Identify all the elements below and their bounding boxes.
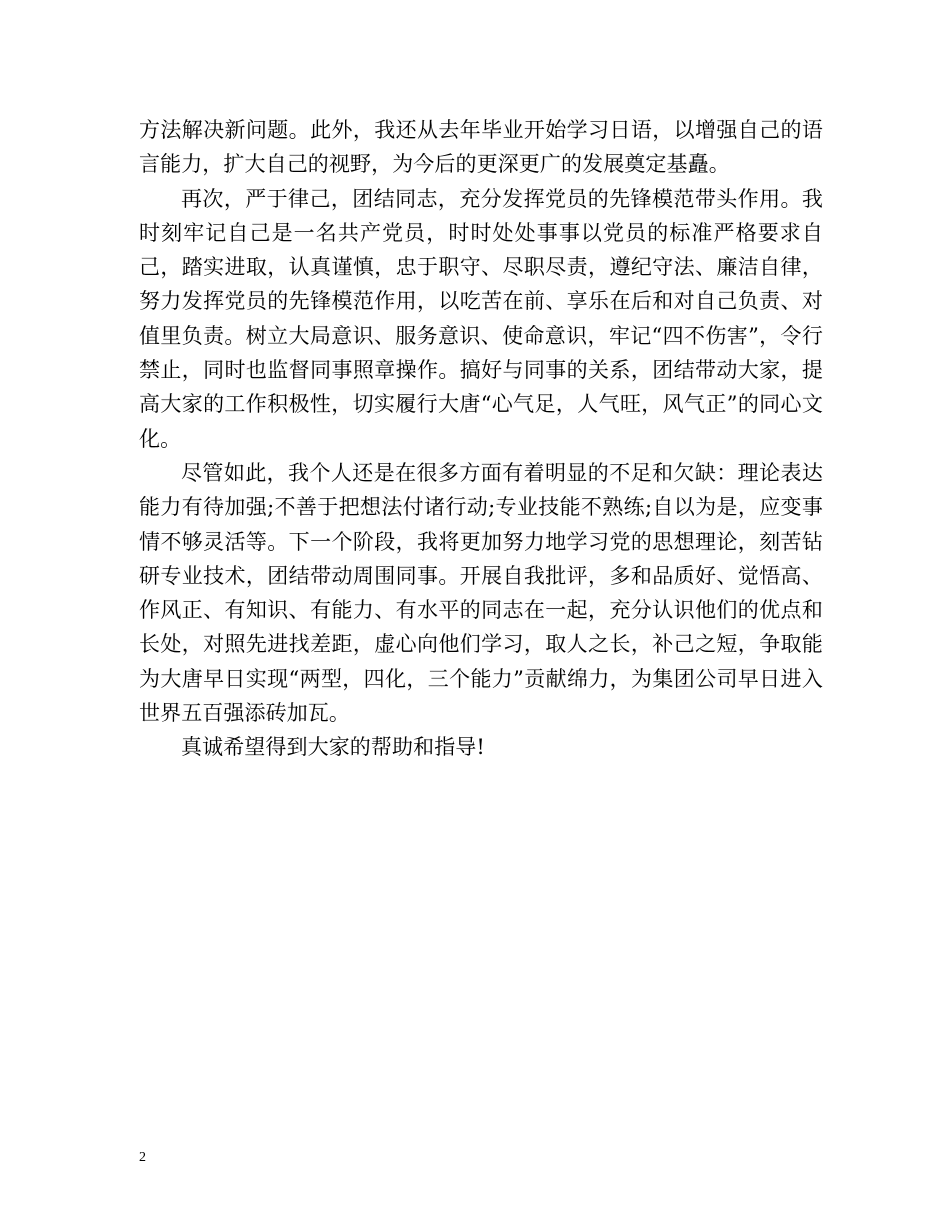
paragraph-4: 真诚希望得到大家的帮助和指导! — [181, 735, 485, 760]
paragraph-2: 再次，严于律己，团结同志，充分发挥党员的先锋模范带头作用。我时刻牢记自己是一名共产党员，时时处处事事以党员的标准严格要求自己，踏实进取，认真谨慎，忠于职守、尽职尽责，遵纪守法、廉洁自律，努力发挥党员的先锋模范作用，以吃苦在前、享乐在后和对自己负责、对值里负责。树立大局意识、服务意识、使命意识，牢记“四不伤害”，令行禁止，同时也监督同事照章操作。搞好与同事的关系，团结带动大家，提高大家的工作积极性，切实履行大唐“心气足，人气旺，风气正”的同心文化。 — [139, 186, 823, 451]
document-body — [139, 113, 823, 765]
page-number: 2 — [139, 1150, 146, 1165]
paragraph-1: 方法解决新问题。此外，我还从去年毕业开始学习日语，以增强自己的语言能力，扩大自己的视野，为今后的更深更广的发展奠定基矗。 — [139, 118, 823, 177]
paragraph-3: 尽管如此，我个人还是在很多方面有着明显的不足和欠缺：理论表达能力有待加强;不善于把想法付诸行动;专业技能不熟练;自以为是，应变事情不够灵活等。下一个阶段，我将更加努力地学习党的思想理论，刻苦钻研专业技术，团结带动周围同事。开展自我批评，多和品质好、觉悟高、作风正、有知识、有能力、有水平的同志在一起，充分认识他们的优点和长处，对照先进找差距，虚心向他们学习，取人之长，补己之短，争取能为大唐早日实现“两型，四化，三个能力”贡献绵力，为集团公司早日进入世界五百强添砖加瓦。 — [139, 460, 823, 726]
